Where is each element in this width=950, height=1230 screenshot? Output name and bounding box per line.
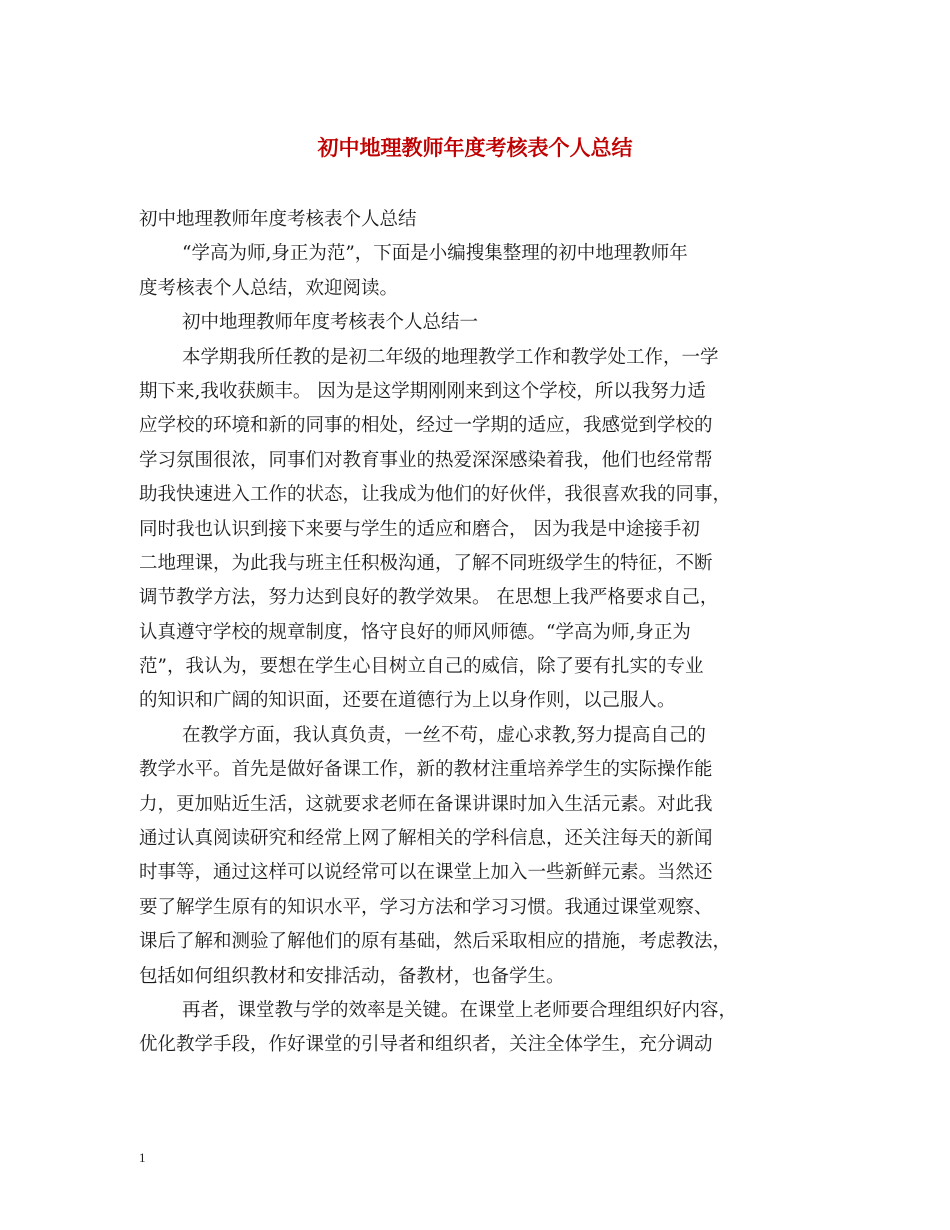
body-line: 应学校的环境和新的同事的相处，经过一学期的适应，我感觉到学校的 (139, 415, 713, 437)
body-line: 期下来,我收获颇丰。 因为是这学期刚刚来到这个学校，所以我努力适 (139, 380, 706, 402)
document-body (139, 203, 829, 1063)
body-line: 同时我也认识到接下来要与学生的适应和磨合， 因为我是中途接手初 (139, 518, 700, 540)
body-line: 调节教学方法，努力达到良好的教学效果。 在思想上我严格要求自己， (139, 587, 719, 609)
body-line: 本学期我所任教的是初二年级的地理教学工作和教学处工作，一学 (182, 346, 719, 368)
body-line: 要了解学生原有的知识水平，学习方法和学习习惯。我通过课堂观察、 (139, 896, 713, 918)
body-line: 优化教学手段，作好课堂的引导者和组织者，关注全体学生，充分调动 (139, 1034, 713, 1056)
body-line: 再者，课堂教与学的效率是关键。在课堂上老师要合理组织好内容， (182, 999, 738, 1021)
body-line: 在教学方面，我认真负责，一丝不苟，虚心求教,努力提高自己的 (182, 724, 706, 746)
body-line: “学高为师,身正为范”，下面是小编搜集整理的初中地理教师年 (182, 243, 688, 265)
body-line: 通过认真阅读研究和经常上网了解相关的学科信息，还关注每天的新闻 (139, 828, 713, 850)
body-line: 学习氛围很浓，同事们对教育事业的热爱深深感染着我，他们也经常帮 (139, 449, 713, 471)
body-line: 范”，我认为，要想在学生心目树立自己的威信，除了要有扎实的专业 (139, 656, 704, 678)
section-heading: 初中地理教师年度考核表个人总结一 (182, 312, 479, 334)
body-line: 二地理课，为此我与班主任积极沟通，了解不同班级学生的特征，不断 (139, 552, 713, 574)
body-line: 力，更加贴近生活，这就要求老师在备课讲课时加入生活元素。对此我 (139, 793, 713, 815)
body-line: 助我快速进入工作的状态，让我成为他们的好伙伴，我很喜欢我的同事， (139, 484, 732, 506)
body-line: 认真遵守学校的规章制度，恪守良好的师风师德。“学高为师,身正为 (139, 621, 691, 643)
body-line: 课后了解和测验了解他们的原有基础，然后采取相应的措施，考虑教法， (139, 931, 732, 953)
body-line: 教学水平。首先是做好备课工作，新的教材注重培养学生的实际操作能 (139, 759, 713, 781)
body-line: 的知识和广阔的知识面，还要在道德行为上以身作则，以己服人。 (139, 690, 676, 712)
body-line: 包括如何组织教材和安排活动，备教材，也备学生。 (139, 965, 565, 987)
document-title: 初中地理教师年度考核表个人总结 (317, 135, 633, 160)
page-number: 1 (139, 1150, 146, 1165)
body-line: 时事等，通过这样可以说经常可以在课堂上加入一些新鲜元素。当然还 (139, 862, 713, 884)
body-line: 度考核表个人总结，欢迎阅读。 (139, 277, 399, 299)
body-line: 初中地理教师年度考核表个人总结 (139, 209, 417, 230)
